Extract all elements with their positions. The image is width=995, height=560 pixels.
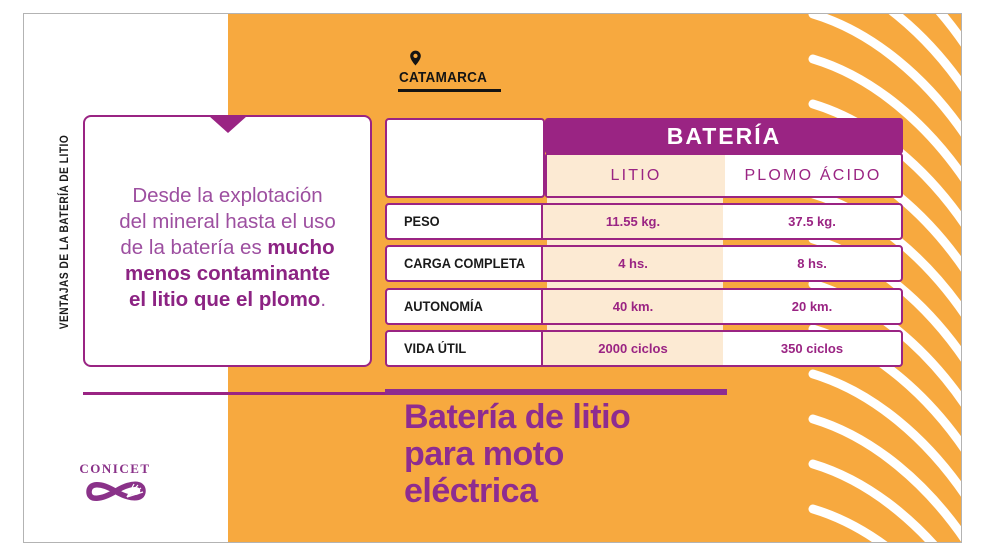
callout-text (85, 183, 370, 313)
column-header-plomo: PLOMO ÁCIDO (744, 166, 882, 184)
page-title (404, 399, 630, 510)
conicet-infinity-icon (84, 477, 148, 505)
callout-bubble (83, 115, 372, 367)
column-header-litio: LITIO (547, 155, 725, 196)
callout-tail-triangle (209, 116, 247, 133)
callout-line: del mineral hasta el uso (119, 210, 336, 233)
page-title-line: para moto (404, 435, 564, 473)
vertical-side-label: VENTAJAS DE LA BATERÍA DE LITIO (59, 134, 71, 330)
row-value-plomo: 350 ciclos (780, 341, 844, 356)
location-underline (398, 89, 501, 92)
map-pin-icon (407, 48, 424, 68)
row-value-plomo: 37.5 kg. (788, 214, 836, 229)
row-value-litio: 2000 ciclos (543, 332, 723, 365)
callout-line: Desde la explotación (132, 184, 323, 207)
title-rule (385, 389, 727, 395)
table-row (385, 288, 903, 325)
row-value-litio: 40 km. (543, 290, 723, 323)
row-label: AUTONOMÍA (387, 290, 543, 323)
thin-divider-rule (83, 392, 385, 395)
page-title-line: eléctrica (404, 472, 538, 510)
row-label: PESO (387, 205, 543, 238)
row-value-plomo: 20 km. (791, 299, 833, 314)
table-row (385, 330, 903, 367)
callout-line: de la batería es mucho (120, 236, 335, 259)
table-row (385, 203, 903, 240)
location-label: CATAMARCA (399, 70, 488, 86)
row-value-plomo: 8 hs. (797, 256, 827, 271)
table-corner-cell (385, 118, 545, 198)
table-column-headers (545, 153, 903, 198)
callout-line: menos contaminante (124, 262, 331, 285)
page-title-line: Batería de litio (404, 398, 631, 436)
row-label: VIDA ÚTIL (387, 332, 543, 365)
row-label: CARGA COMPLETA (387, 247, 543, 280)
conicet-logo-text: CONICET (79, 461, 151, 476)
row-value-litio: 4 hs. (543, 247, 723, 280)
callout-line: el litio que el plomo. (128, 288, 327, 311)
table-row (385, 245, 903, 282)
table-header: BATERÍA (545, 118, 903, 154)
row-value-litio: 11.55 kg. (543, 205, 723, 238)
